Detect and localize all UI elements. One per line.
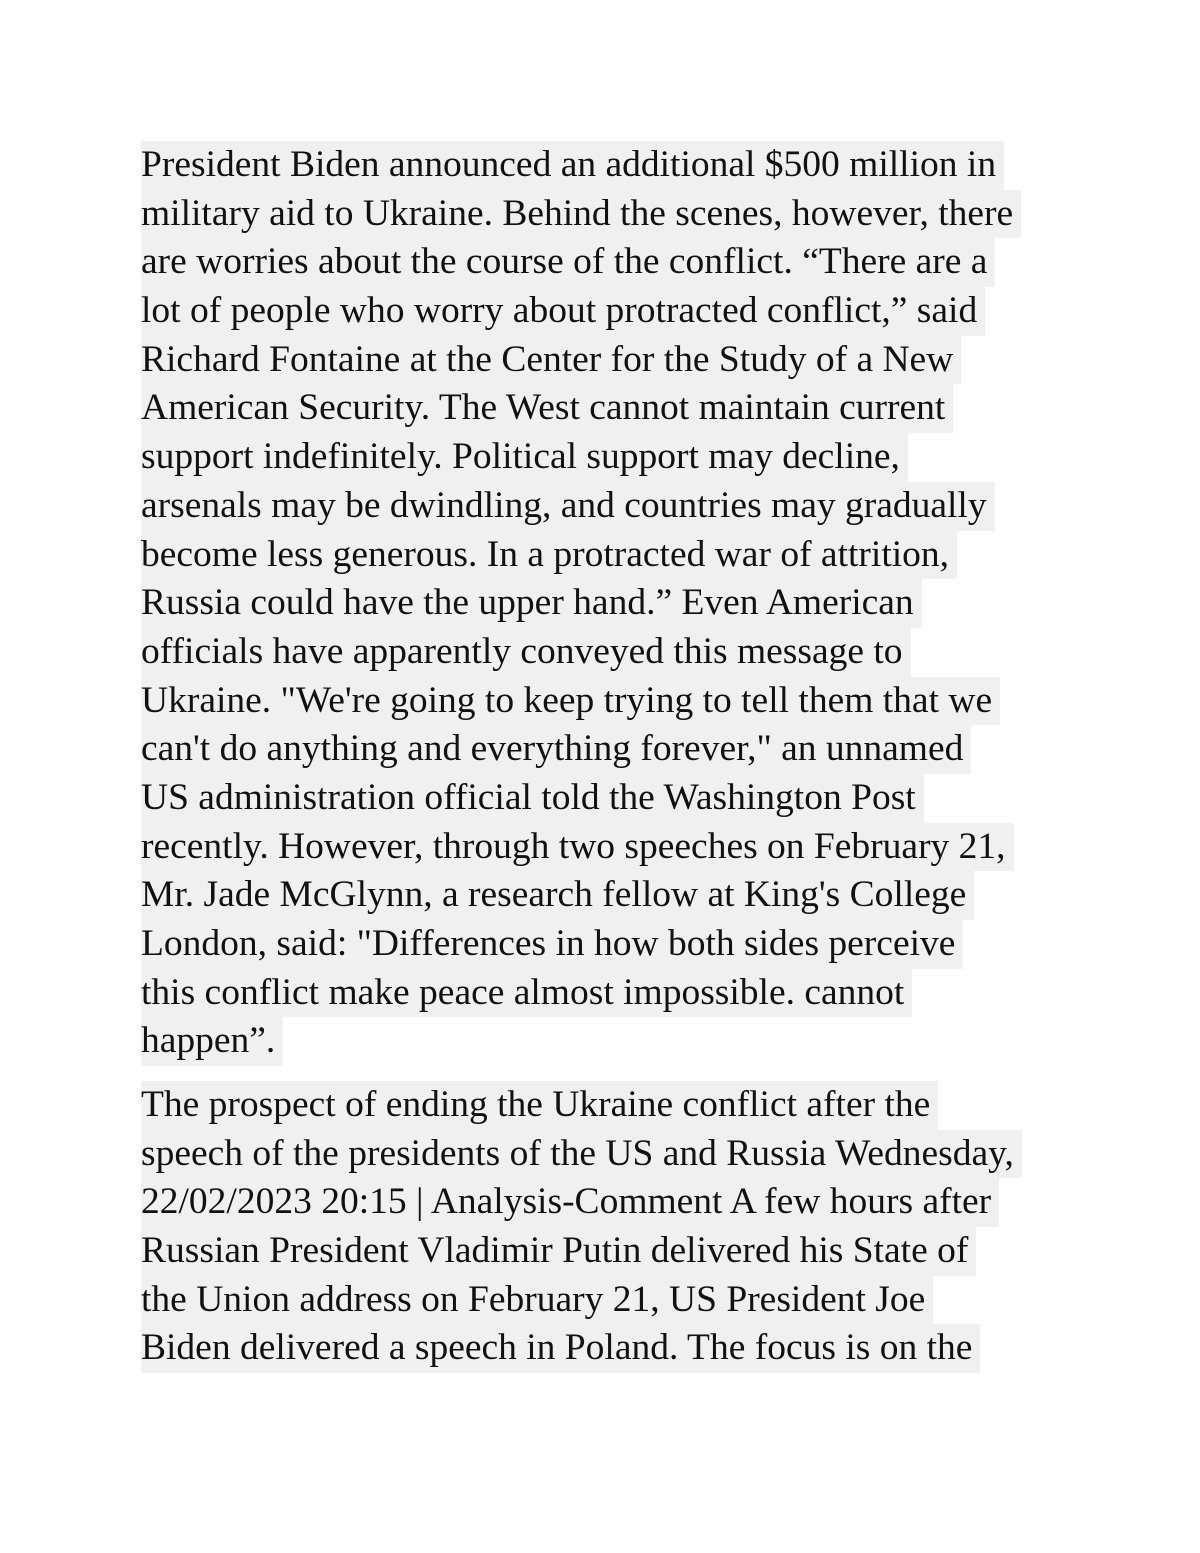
text-line: Ukraine. "We're going to keep trying to tell them that we	[141, 677, 1071, 726]
paragraph-1	[141, 141, 1071, 1066]
text-line: military aid to Ukraine. Behind the scenes, however, there	[141, 190, 1071, 239]
text-line: President Biden announced an additional $500 million in	[141, 141, 1071, 190]
text-line: happen”.	[141, 1017, 1071, 1066]
text-line: Russia could have the upper hand.” Even American	[141, 579, 1071, 628]
text-line: support indefinitely. Political support may decline,	[141, 433, 1071, 482]
text-line: can't do anything and everything forever," an unnamed	[141, 725, 1071, 774]
text-line: recently. However, through two speeches on February 21,	[141, 823, 1071, 872]
text-line: Richard Fontaine at the Center for the Study of a New	[141, 336, 1071, 385]
paragraph-2	[141, 1081, 1071, 1373]
text-line: speech of the presidents of the US and Russia Wednesday,	[141, 1130, 1071, 1179]
text-line: Mr. Jade McGlynn, a research fellow at King's College	[141, 871, 1071, 920]
text-line: officials have apparently conveyed this message to	[141, 628, 1071, 677]
text-line: arsenals may be dwindling, and countries may gradually	[141, 482, 1071, 531]
text-line: the Union address on February 21, US President Joe	[141, 1276, 1071, 1325]
text-line: London, said: "Differences in how both sides perceive	[141, 920, 1071, 969]
text-line: become less generous. In a protracted war of attrition,	[141, 531, 1071, 580]
text-line: are worries about the course of the conflict. “There are a	[141, 238, 1071, 287]
text-line: 22/02/2023 20:15 | Analysis-Comment A few hours after	[141, 1178, 1071, 1227]
text-line: Russian President Vladimir Putin delivered his State of	[141, 1227, 1071, 1276]
text-line: American Security. The West cannot maintain current	[141, 384, 1071, 433]
text-line: Biden delivered a speech in Poland. The focus is on the	[141, 1324, 1071, 1373]
text-line: this conflict make peace almost impossible. cannot	[141, 969, 1071, 1018]
text-line: lot of people who worry about protracted conflict,” said	[141, 287, 1071, 336]
text-line: US administration official told the Washington Post	[141, 774, 1071, 823]
text-line: The prospect of ending the Ukraine conflict after the	[141, 1081, 1071, 1130]
